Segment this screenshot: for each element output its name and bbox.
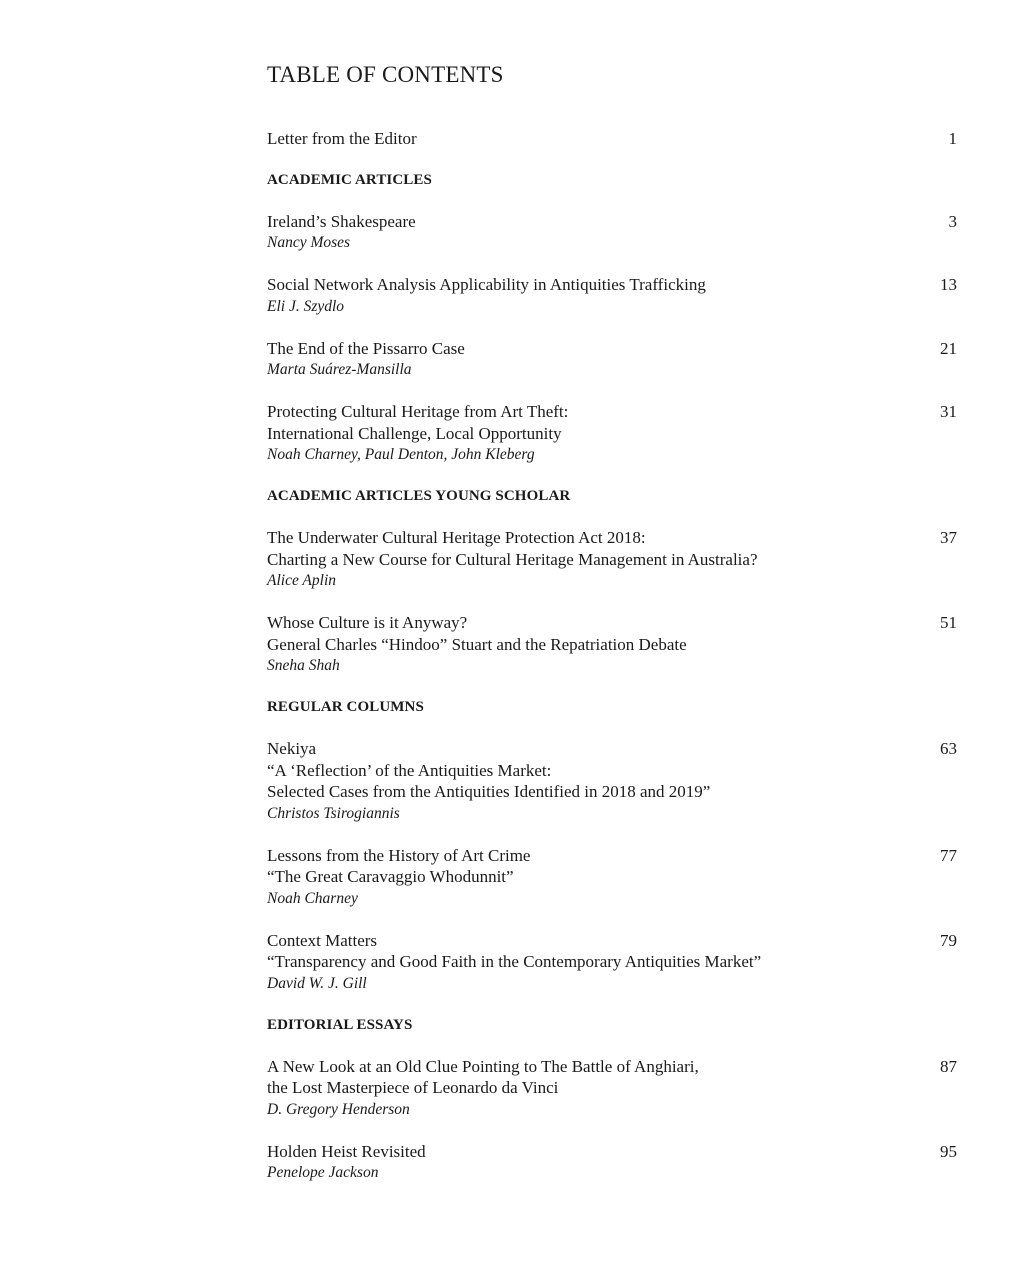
entry-author: Nancy Moses [267, 234, 351, 251]
entry-title-line: The End of the Pissarro Case [267, 338, 465, 358]
entry-page-number: 13 [940, 275, 957, 294]
entry-page-number: 87 [940, 1056, 957, 1076]
toc-entry[interactable] [267, 845, 957, 910]
entry-page-number: 31 [940, 402, 957, 421]
entry-title-line: Letter from the Editor [267, 129, 417, 148]
toc-entry[interactable] [267, 527, 957, 592]
entry-author: Eli J. Szydlo [267, 297, 345, 315]
entry-title-line: Context Matters [267, 930, 378, 950]
toc-entry[interactable] [267, 612, 957, 677]
entry-author: David W. J. Gill [267, 974, 367, 992]
entry-page-number: 37 [940, 528, 957, 547]
entry-page-number: 21 [940, 338, 957, 358]
section-heading: ACADEMIC ARTICLES [267, 171, 432, 188]
entry-title-line: Social Network Analysis Applicability in Antiquities Trafficking [267, 275, 706, 294]
entry-title-line: “Transparency and Good Faith in the Contemporary Antiquities Market” [267, 952, 762, 971]
page-title: TABLE OF CONTENTS [267, 62, 504, 87]
toc-entry[interactable] [267, 1141, 957, 1185]
toc-entry[interactable] [267, 211, 957, 255]
entry-title-line: the Lost Masterpiece of Leonardo da Vinci [267, 1078, 559, 1097]
entry-title-line: Nekiya [267, 739, 317, 758]
entry-page-number: 77 [940, 845, 957, 865]
toc-entry[interactable] [267, 1056, 957, 1121]
entry-page-number: 63 [940, 739, 957, 758]
entry-page-number: 51 [940, 613, 957, 632]
entry-author: Marta Suárez-Mansilla [267, 361, 412, 378]
toc-entry-letter[interactable] [267, 128, 957, 150]
toc-entry[interactable] [267, 274, 957, 318]
entry-author: Noah Charney, Paul Denton, John Kleberg [267, 446, 535, 463]
entry-page-number: 79 [940, 930, 957, 950]
toc-page [267, 60, 957, 1204]
section-heading: REGULAR COLUMNS [267, 699, 424, 715]
entry-title-line: Selected Cases from the Antiquities Identified in 2018 and 2019” [267, 782, 711, 801]
section-heading: EDITORIAL ESSAYS [267, 1016, 413, 1033]
entry-title-line: Ireland’s Shakespeare [267, 211, 416, 231]
entry-author: Sneha Shah [267, 657, 340, 674]
entry-author: Alice Aplin [267, 572, 337, 589]
toc-entry[interactable] [267, 401, 957, 466]
entry-title-line: Charting a New Course for Cultural Heritage Management in Australia? [267, 549, 758, 569]
toc-entry[interactable] [267, 338, 957, 382]
entry-page-number: 95 [940, 1141, 957, 1161]
section-heading: ACADEMIC ARTICLES YOUNG SCHOLAR [267, 488, 571, 504]
entry-title-line: “A ‘Reflection’ of the Antiquities Market: [267, 760, 552, 780]
entry-page-number: 3 [948, 211, 957, 231]
toc-list [267, 128, 957, 1184]
entry-title-line: General Charles “Hindoo” Stuart and the Repatriation Debate [267, 634, 687, 654]
entry-page-number: 1 [948, 129, 957, 148]
entry-title-line: Holden Heist Revisited [267, 1141, 426, 1161]
entry-title-line: A New Look at an Old Clue Pointing to The Battle of Anghiari, [267, 1056, 699, 1076]
entry-author: Christos Tsirogiannis [267, 804, 400, 822]
toc-entry[interactable] [267, 930, 957, 995]
toc-entry[interactable] [267, 738, 957, 825]
entry-title-line: International Challenge, Local Opportunity [267, 423, 562, 443]
entry-title-line: Lessons from the History of Art Crime [267, 845, 531, 865]
entry-author: Penelope Jackson [267, 1164, 379, 1181]
entry-title-line: “The Great Caravaggio Whodunnit” [267, 867, 514, 886]
entry-title-line: The Underwater Cultural Heritage Protection Act 2018: [267, 528, 646, 547]
entry-author: D. Gregory Henderson [267, 1100, 410, 1118]
entry-author: Noah Charney [267, 889, 358, 907]
entry-title-line: Protecting Cultural Heritage from Art Theft: [267, 402, 569, 421]
entry-title-line: Whose Culture is it Anyway? [267, 613, 468, 632]
